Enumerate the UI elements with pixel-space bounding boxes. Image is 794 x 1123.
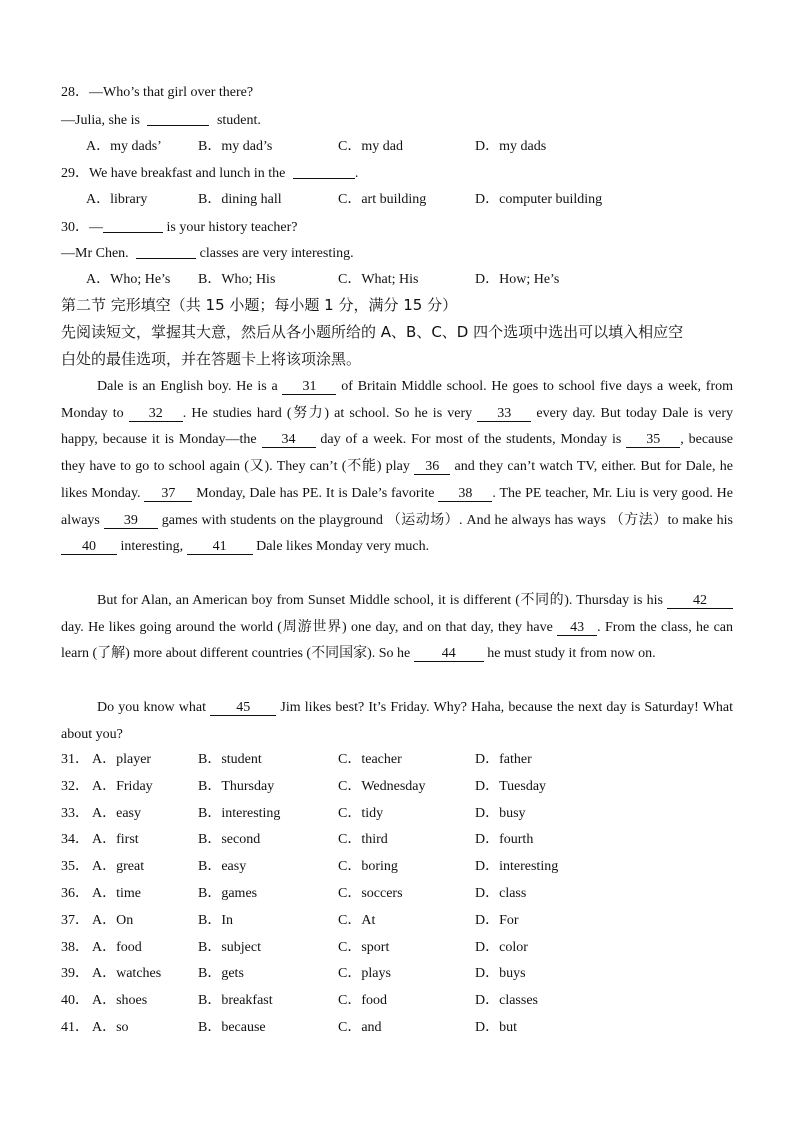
- option-a: A．first: [92, 832, 139, 848]
- question-30-option-a: A．Who; He’s: [86, 272, 171, 287]
- option-c: C．tidy: [338, 805, 384, 821]
- question-28-answer-post: student.: [216, 113, 261, 128]
- option-b: B．second: [198, 832, 261, 848]
- blank-36: 36: [414, 460, 450, 475]
- option-d: D．busy: [475, 805, 526, 821]
- option-b: B．gets: [198, 966, 244, 982]
- option-c: C．boring: [338, 859, 398, 875]
- blank-42: 42: [667, 594, 733, 609]
- option-d: D．For: [475, 912, 519, 928]
- option-d: D．buys: [475, 966, 526, 982]
- answer-blank: [103, 218, 163, 233]
- blank-43: 43: [557, 621, 597, 636]
- passage-text: interesting,: [117, 539, 187, 555]
- question-number: 35．: [61, 859, 89, 875]
- option-c: C．Wednesday: [338, 778, 426, 794]
- option-b: B．student: [198, 752, 262, 767]
- blank-32: 32: [129, 407, 183, 422]
- passage-text: Monday, Dale has PE. It is Dale’s favorite: [192, 485, 439, 501]
- question-30-stem: [61, 218, 298, 237]
- option-a: A．On: [92, 912, 134, 928]
- question-28-option-a: A．my dads’: [86, 139, 162, 154]
- option-c: C．soccers: [338, 886, 403, 901]
- passage-text: day. He likes going around the world (周游世界) one day, and on that day, they have: [61, 619, 558, 635]
- question-29-option-d: D．computer building: [475, 192, 603, 207]
- question-29-option-a: A．library: [86, 192, 148, 207]
- option-b: B．easy: [198, 859, 247, 875]
- option-c: C．food: [338, 993, 387, 1009]
- option-b: B．games: [198, 886, 258, 901]
- blank-41: 41: [187, 540, 253, 555]
- option-c: C．third: [338, 832, 388, 848]
- option-c: C．teacher: [338, 752, 402, 767]
- option-d: D．classes: [475, 993, 538, 1009]
- question-30-option-c: C．What; His: [338, 272, 419, 287]
- section-title: 第二节 完形填空（共 15 小题；每小题 1 分，满分 15 分）: [61, 296, 458, 314]
- question-28-option-b: B．my dad’s: [198, 139, 273, 154]
- option-b: B．interesting: [198, 805, 281, 821]
- question-29-stem-pre: 29．We have breakfast and lunch in the: [61, 166, 286, 181]
- option-b: B．In: [198, 912, 233, 928]
- question-number: 33．: [61, 805, 89, 821]
- passage-text: every day. But today Dale is very happy, because it is Monday—the: [61, 405, 733, 448]
- option-b: B．breakfast: [198, 993, 273, 1009]
- passage-text: Do you know what: [97, 700, 211, 715]
- blank-34: 34: [262, 433, 316, 448]
- question-number: 39．: [61, 966, 89, 982]
- passage-text: . He studies hard (努力) at school. So he is very: [182, 405, 478, 421]
- passage-text: games with students on the playground （运动场）. And he always has ways （方法）to make his: [157, 512, 733, 528]
- question-28-option-d: D．my dads: [475, 139, 547, 154]
- blank-44: 44: [414, 647, 484, 662]
- option-d: D．interesting: [475, 859, 559, 875]
- option-a: A．shoes: [92, 993, 148, 1009]
- passage-text: he must study it from now on.: [483, 646, 656, 662]
- option-d: D．color: [475, 939, 528, 955]
- option-d: D．Tuesday: [475, 778, 547, 794]
- question-number: 40．: [61, 993, 89, 1009]
- option-a: A．great: [92, 859, 145, 875]
- passage-paragraph-1: [61, 374, 733, 561]
- answer-blank: [147, 111, 209, 126]
- option-d: D．father: [475, 752, 532, 767]
- passage-text: Dale likes Monday very much.: [252, 539, 430, 555]
- answer-blank: [293, 164, 355, 179]
- option-a: A．Friday: [92, 778, 153, 794]
- question-number: 31．: [61, 752, 89, 767]
- question-30-option-b: B．Who; His: [198, 272, 276, 287]
- section-instruction-line-1: 先阅读短文，掌握其大意，然后从各小题所给的 A、B、C、D 四个选项中选出可以填入相应空: [61, 323, 684, 341]
- option-a: A．easy: [92, 805, 141, 821]
- question-30-answer-post: classes are very interesting.: [196, 246, 354, 261]
- blank-38: 38: [438, 487, 492, 502]
- option-a: A．food: [92, 939, 142, 955]
- blank-39: 39: [104, 514, 158, 529]
- passage-text: day of a week. For most of the students, Monday is: [315, 432, 627, 448]
- question-29-stem-post: .: [354, 166, 359, 181]
- question-number: 37．: [61, 912, 89, 928]
- option-b: B．subject: [198, 939, 261, 955]
- option-c: C．and: [338, 1020, 382, 1035]
- question-28-answer-pre: —Julia, she is: [61, 113, 140, 128]
- question-number: 32．: [61, 778, 89, 794]
- option-c: C．sport: [338, 939, 390, 955]
- option-a: A．time: [92, 886, 141, 901]
- option-a: A．watches: [92, 966, 162, 982]
- passage-text: But for Alan, an American boy from Sunset Middle school, it is different (不同的). Thursday is his: [97, 593, 667, 608]
- option-d: D．class: [475, 886, 527, 901]
- option-b: B．because: [198, 1020, 266, 1035]
- passage-paragraph-3: [61, 695, 733, 748]
- question-29-stem: [61, 164, 358, 183]
- passage-text: . The PE teacher, Mr. Liu is very good. He always: [61, 485, 733, 528]
- question-number: 38．: [61, 939, 89, 955]
- blank-37: 37: [144, 487, 192, 502]
- blank-33: 33: [477, 407, 531, 422]
- question-28-stem: 28．—Who’s that girl over there?: [61, 85, 254, 100]
- passage-text: and they can’t watch TV, either. But for Dale, he likes Monday.: [61, 459, 733, 501]
- passage-text: of Britain Middle school. He goes to school five days a week, from Monday to: [61, 379, 733, 421]
- blank-31: 31: [282, 380, 336, 395]
- question-30-answer: [61, 244, 354, 263]
- question-number: 36．: [61, 886, 89, 901]
- question-28-option-c: C．my dad: [338, 139, 403, 154]
- question-30-stem-post: is your history teacher?: [163, 220, 298, 235]
- passage-text: , because they have to go to school again (又). They can’t (不能) play: [61, 432, 733, 475]
- question-30-answer-pre: —Mr Chen.: [61, 246, 129, 261]
- option-a: A．player: [92, 752, 152, 767]
- option-d: D．but: [475, 1020, 517, 1035]
- passage-text: Dale is an English boy. He is a: [97, 379, 283, 394]
- question-number: 34．: [61, 832, 89, 848]
- question-30-stem-pre: 30．—: [61, 220, 103, 235]
- option-a: A．so: [92, 1020, 129, 1035]
- answer-blank: [136, 244, 196, 259]
- passage-paragraph-2: [61, 588, 733, 668]
- option-c: C．plays: [338, 966, 391, 982]
- section-instruction-line-2: 白处的最佳选项，并在答题卡上将该项涂黑。: [61, 350, 362, 368]
- option-b: B．Thursday: [198, 778, 275, 794]
- option-d: D．fourth: [475, 832, 534, 848]
- question-30-option-d: D．How; He’s: [475, 272, 560, 287]
- blank-40: 40: [61, 540, 117, 555]
- passage-text: Jim likes best? It’s Friday. Why? Haha, because the next day is Saturday! What about you?: [61, 700, 734, 742]
- blank-35: 35: [626, 433, 680, 448]
- question-29-option-b: B．dining hall: [198, 192, 282, 207]
- question-number: 41．: [61, 1020, 89, 1035]
- blank-45: 45: [210, 701, 276, 716]
- passage-text: . From the class, he can learn (了解) more about different countries (不同国家). So he: [61, 619, 733, 662]
- question-29-option-c: C．art building: [338, 192, 427, 207]
- option-c: C．At: [338, 912, 376, 928]
- question-28-answer: [61, 111, 261, 130]
